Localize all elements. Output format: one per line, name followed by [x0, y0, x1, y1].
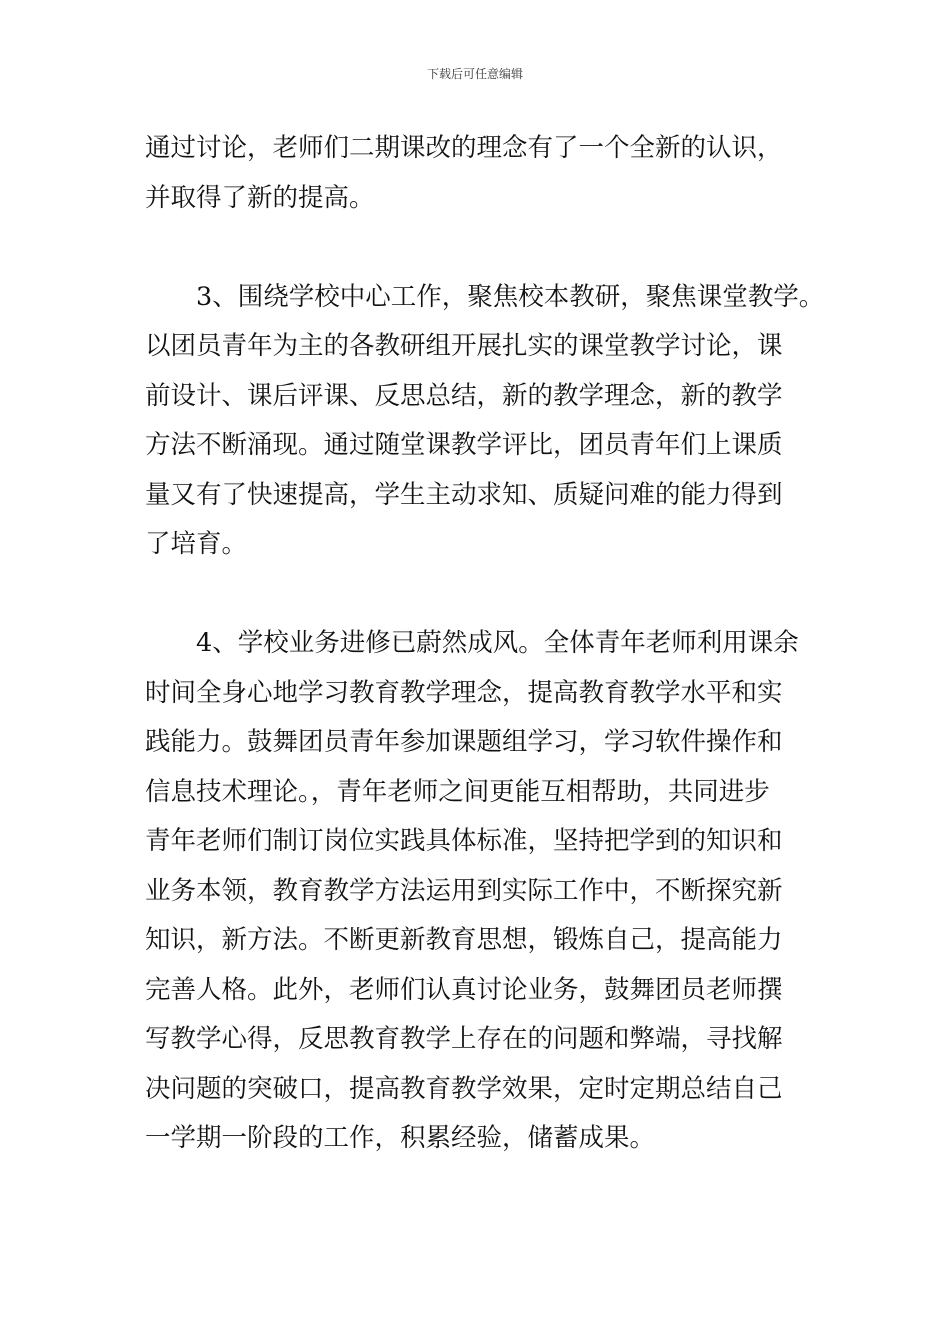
paragraph-line: 决问题的突破口，提高教育教学效果，定时定期总结自己 — [145, 1073, 783, 1104]
paragraph-line: 完善人格。此外，老师们认真讨论业务，鼓舞团员老师撰 — [145, 974, 783, 1005]
paragraph-line: 方法不断涌现。通过随堂课教学评比，团员青年们上课质 — [145, 430, 783, 460]
paragraph-line: 了培育。 — [145, 529, 248, 559]
paragraph-line: 通过讨论，老师们二期课改的理念有了一个全新的认识， — [145, 133, 783, 163]
paragraph-line: 3、围绕学校中心工作，聚焦校本教研，聚焦课堂教学。 — [196, 281, 825, 312]
paragraph-line: 量又有了快速提高，学生主动求知、质疑问难的能力得到 — [145, 479, 783, 510]
paragraph-line: 一学期一阶段的工作，积累经验，储蓄成果。 — [145, 1123, 656, 1153]
paragraph-1 — [145, 124, 815, 223]
paragraph-line: 写教学心得，反思教育教学上存在的问题和弊端，寻找解 — [145, 1024, 783, 1054]
paragraph-line: 青年老师们制订岗位实践具体标准，坚持把学到的知识和 — [145, 826, 783, 856]
paragraph-gap — [145, 570, 815, 620]
paragraph-line: 时间全身心地学习教育教学理念，提高教育教学水平和实 — [145, 677, 783, 708]
paragraph-3 — [145, 619, 815, 1164]
paragraph-line: 信息技术理论。，青年老师之间更能互相帮助，共同进步 — [145, 776, 770, 807]
paragraph-line: 以团员青年为主的各教研组开展扎实的课堂教学讨论，课 — [145, 331, 783, 361]
paragraph-line: 业务本领，教育教学方法运用到实际工作中，不断探究新 — [145, 875, 783, 906]
paragraph-line: 践能力。鼓舞团员青年参加课题组学习，学习软件操作和 — [145, 727, 783, 757]
document-body — [145, 124, 825, 1164]
paragraph-line: 4、学校业务进修已蔚然成风。全体青年老师利用课余 — [196, 628, 799, 658]
paragraph-line: 前设计、课后评课、反思总结，新的教学理念，新的教学 — [145, 380, 783, 411]
page-header: 下载后可任意编辑 — [426, 67, 523, 81]
paragraph-line: 并取得了新的提高。 — [145, 182, 375, 213]
paragraph-gap — [145, 223, 815, 273]
paragraph-2 — [145, 273, 825, 570]
paragraph-line: 知识，新方法。不断更新教育思想，锻炼自己，提高能力 — [145, 925, 783, 955]
